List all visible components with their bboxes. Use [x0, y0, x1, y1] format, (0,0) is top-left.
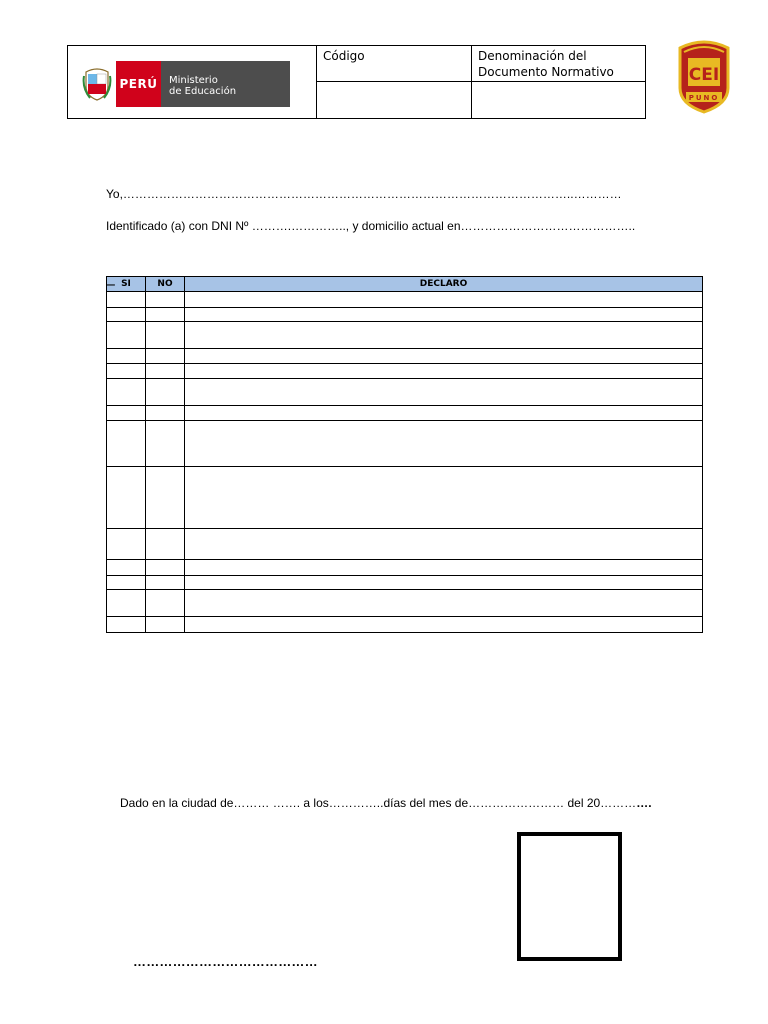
- column-declaro: DECLARO: [185, 277, 703, 292]
- table-row: [107, 560, 703, 576]
- codigo-label: Código: [317, 46, 472, 82]
- peru-coat-of-arms-icon: [78, 61, 116, 107]
- fingerprint-box: [517, 832, 622, 961]
- column-si: SI: [107, 277, 146, 292]
- logo-cell: [68, 46, 317, 118]
- row-dash-mark: –: [106, 276, 115, 293]
- table-row: [107, 406, 703, 421]
- dni-line: Identificado (a) con DNI Nº ……….………….., y domicilio actual en……………………………………..: [106, 219, 636, 233]
- table-row: [107, 467, 703, 529]
- table-row: [107, 529, 703, 560]
- table-row: [107, 292, 703, 308]
- declaration-table: [106, 276, 703, 633]
- table-row: [107, 322, 703, 349]
- codigo-value: [317, 82, 472, 118]
- table-row: [107, 576, 703, 590]
- peru-label: PERÚ: [116, 61, 161, 107]
- table-row: [107, 364, 703, 379]
- table-row: [107, 379, 703, 406]
- emblem-text: CEI: [688, 65, 720, 85]
- column-no: NO: [146, 277, 185, 292]
- table-row: [107, 349, 703, 364]
- cei-puno-emblem-icon: [674, 38, 734, 114]
- emblem-subtext: PUNO: [688, 94, 720, 102]
- denominacion-label: Denominación del Documento Normativo: [472, 46, 645, 82]
- date-line: Dado en la ciudad de……… ……. a los…………..días del mes de…………………… del 20………….: [120, 796, 652, 810]
- denominacion-value: [472, 82, 645, 118]
- signature-line: ……………………………………: [133, 954, 318, 969]
- document-header: [67, 45, 646, 119]
- table-row: [107, 590, 703, 617]
- ministry-label: Ministerio de Educación: [161, 61, 290, 107]
- table-row: [107, 421, 703, 467]
- table-row: [107, 617, 703, 633]
- minedu-logo: [78, 61, 290, 107]
- table-row: [107, 308, 703, 322]
- name-line: Yo,…………………………………………………………………………………………………..…………: [106, 187, 622, 201]
